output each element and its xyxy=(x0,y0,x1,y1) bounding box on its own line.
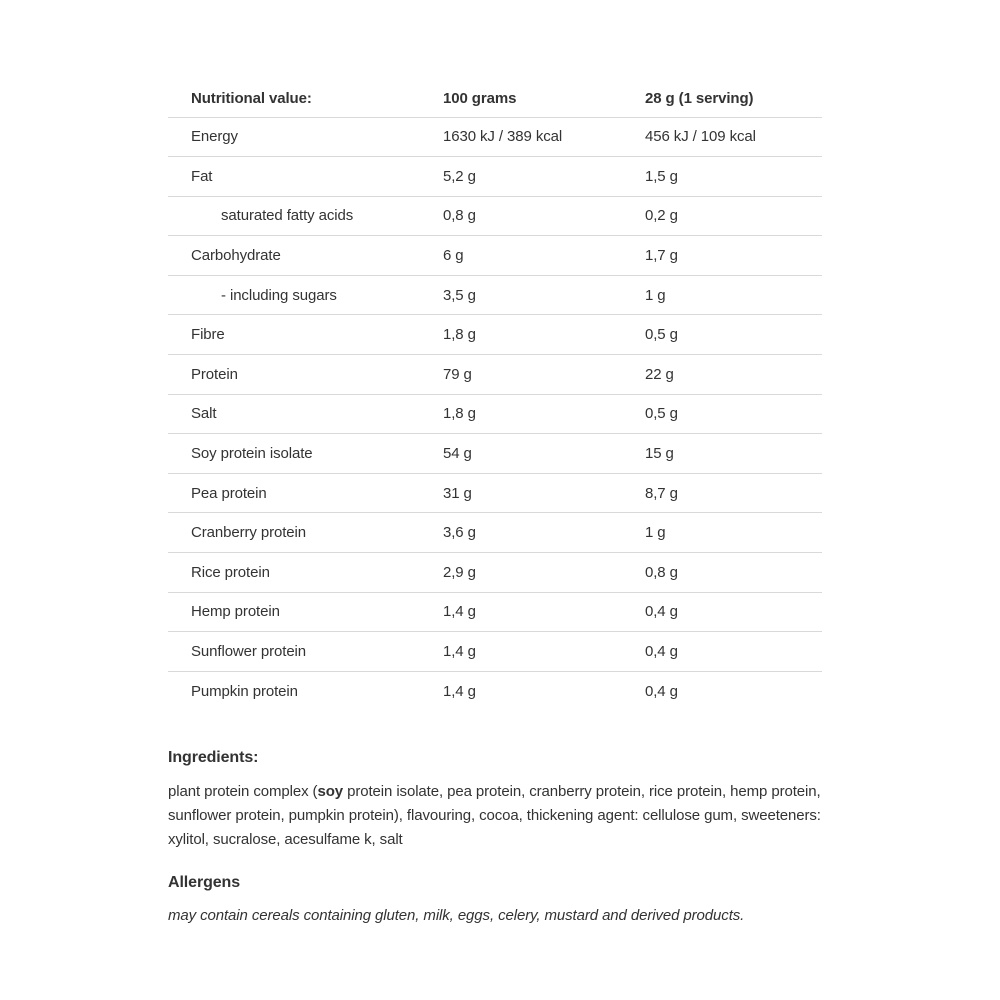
table-row xyxy=(168,632,822,672)
nutrient-label: Hemp protein xyxy=(191,603,280,621)
nutrient-label: Pumpkin protein xyxy=(191,682,298,700)
nutrient-per-100g: 1,8 g xyxy=(443,326,476,344)
nutrient-per-100g: 2,9 g xyxy=(443,563,476,581)
nutrient-label: Protein xyxy=(191,365,238,383)
header-serving: 28 g (1 serving) xyxy=(645,89,754,107)
nutrient-per-serving: 1,5 g xyxy=(645,167,678,185)
nutrition-table xyxy=(168,80,822,711)
nutrient-per-100g: 3,6 g xyxy=(443,524,476,542)
table-row xyxy=(168,513,822,553)
ingredients-text-start: plant protein complex ( xyxy=(168,782,318,800)
table-row xyxy=(168,434,822,474)
table-row xyxy=(168,157,822,197)
nutrient-per-serving: 0,4 g xyxy=(645,682,678,700)
nutrient-label: Sunflower protein xyxy=(191,643,307,661)
table-row xyxy=(168,473,822,513)
table-row xyxy=(168,236,822,276)
nutrient-per-serving: 456 kJ / 109 kcal xyxy=(645,128,756,146)
table-row xyxy=(168,394,822,434)
nutrient-per-100g: 54 g xyxy=(443,445,472,463)
ingredients-bold-word: soy xyxy=(317,782,344,800)
header-100-grams: 100 grams xyxy=(443,89,517,107)
nutrient-per-serving: 0,8 g xyxy=(645,563,678,581)
nutrient-per-100g: 6 g xyxy=(443,247,464,265)
nutrient-per-100g: 1,4 g xyxy=(443,643,476,661)
nutrient-label: Fat xyxy=(191,167,213,185)
nutrient-label: - including sugars xyxy=(221,286,337,304)
allergens-text: may contain cereals containing gluten, milk, eggs, celery, mustard and derived products. xyxy=(168,906,745,924)
header-row xyxy=(168,80,822,117)
ingredients-text xyxy=(168,780,822,852)
nutrient-per-serving: 0,5 g xyxy=(645,326,678,344)
nutrition-label-page xyxy=(168,0,822,928)
nutrient-per-serving: 1 g xyxy=(645,524,666,542)
nutrient-label: Carbohydrate xyxy=(191,247,281,265)
nutrient-per-100g: 79 g xyxy=(443,365,472,383)
ingredients-text-end: protein isolate, pea protein, cranberry protein, rice protein, hemp protein, sunflower protein, pumpkin protein), flavouring, cocoa, thickening agent: cellulose gum, sweeteners: xylitol, sucralose, acesulfame k, salt xyxy=(168,782,821,848)
nutrient-per-100g: 31 g xyxy=(443,484,472,502)
table-row xyxy=(168,592,822,632)
nutrition-table-body xyxy=(168,117,822,711)
nutrient-per-100g: 5,2 g xyxy=(443,167,476,185)
nutrition-table-header xyxy=(168,80,822,117)
ingredients-title: Ingredients: xyxy=(168,748,259,766)
table-row xyxy=(168,671,822,711)
table-row xyxy=(168,315,822,355)
table-row xyxy=(168,275,822,315)
table-row xyxy=(168,355,822,395)
nutrient-label: Soy protein isolate xyxy=(191,445,313,463)
nutrient-label: Fibre xyxy=(191,326,225,344)
nutrient-per-serving: 15 g xyxy=(645,445,674,463)
nutrient-per-100g: 0,8 g xyxy=(443,207,476,225)
nutrient-label: Energy xyxy=(191,128,238,146)
nutrient-per-serving: 22 g xyxy=(645,365,674,383)
nutrient-per-100g: 1,8 g xyxy=(443,405,476,423)
nutrient-per-100g: 1,4 g xyxy=(443,682,476,700)
nutrient-per-100g: 1,4 g xyxy=(443,603,476,621)
nutrient-label: Rice protein xyxy=(191,563,270,581)
nutrient-label: Cranberry protein xyxy=(191,524,307,542)
nutrient-label: saturated fatty acids xyxy=(221,207,354,225)
nutrient-per-serving: 0,5 g xyxy=(645,405,678,423)
nutrient-label: Pea protein xyxy=(191,484,267,502)
nutrient-per-100g: 3,5 g xyxy=(443,286,476,304)
table-row xyxy=(168,553,822,593)
nutrient-per-100g: 1630 kJ / 389 kcal xyxy=(443,128,563,146)
nutrient-per-serving: 1,7 g xyxy=(645,247,678,265)
table-row xyxy=(168,117,822,157)
nutrient-per-serving: 8,7 g xyxy=(645,484,678,502)
table-row xyxy=(168,196,822,236)
nutrient-per-serving: 0,4 g xyxy=(645,603,678,621)
header-nutritional-value: Nutritional value: xyxy=(191,89,312,107)
allergens-title: Allergens xyxy=(168,873,241,891)
nutrient-per-serving: 1 g xyxy=(645,286,666,304)
nutrient-per-serving: 0,4 g xyxy=(645,643,678,661)
nutrient-label: Salt xyxy=(191,405,217,423)
nutrient-per-serving: 0,2 g xyxy=(645,207,678,225)
